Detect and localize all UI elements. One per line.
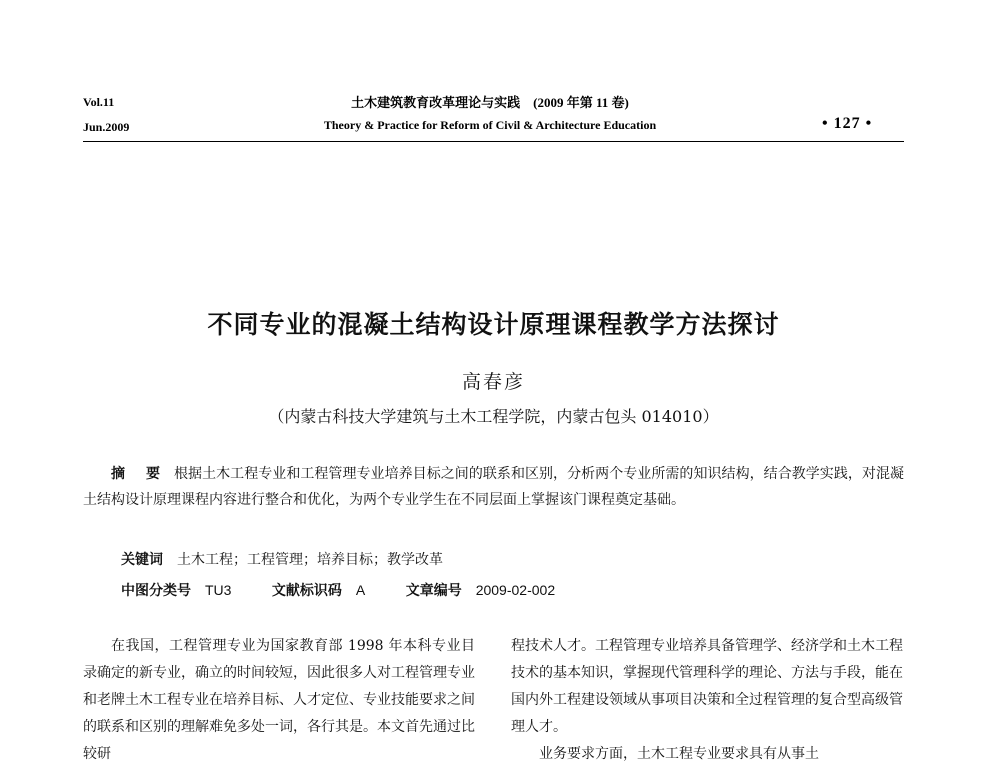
article-no-label: 文章编号 xyxy=(405,583,462,599)
body-column-left: 在我国，工程管理专业为国家教育部 1998 年本科专业目录确定的新专业，确立的时间较短，因此很多人对工程管理专业和老牌土木工程专业在培养目标、人才定位、专业技能要求之间的联系和区别的理解难免多处一词，各行其是。本文首先通过比较研 xyxy=(83,638,475,762)
clc-value: TU3 xyxy=(205,582,232,598)
classification-line xyxy=(121,580,591,600)
body-paragraph: 程技术人才。工程管理专业培养具备管理学、经济学和土木工程技术的基本知识，掌握现代管理科学的理论、方法与手段，能在国内外工程建设领域从事项目决策和全过程管理的复合型高级管理人才。 xyxy=(511,638,903,735)
keywords-text: 土木工程；工程管理；培养目标；教学改革 xyxy=(177,552,443,568)
issue-date: Jun.2009 xyxy=(83,120,130,134)
clc-label: 中图分类号 xyxy=(121,583,191,599)
page-number: • 127 • xyxy=(822,115,873,132)
keywords-line xyxy=(121,549,443,569)
body-column-right xyxy=(511,633,903,768)
header-rule xyxy=(83,141,904,142)
author-affiliation: （内蒙古科技大学建筑与土木工程学院，内蒙古包头 014010） xyxy=(268,407,719,426)
abstract-text: 根据土木工程专业和工程管理专业培养目标之间的联系和区别，分析两个专业所需的知识结构，结合教学实践，对混凝土结构设计原理课程内容进行整合和优化，为两个专业学生在不同层面上掌握该门课程奠定基础。 xyxy=(83,466,905,508)
author-name: 高春彦 xyxy=(461,371,525,393)
article-no-value: 2009-02-002 xyxy=(475,582,556,598)
article-title: 不同专业的混凝土结构设计原理课程教学方法探讨 xyxy=(207,310,780,339)
keywords-label: 关键词 xyxy=(121,552,163,568)
journal-title-cn: 土木建筑教育改革理论与实践 (2009 年第 11 卷) xyxy=(351,95,629,110)
doc-code-value: A xyxy=(355,582,366,598)
abstract xyxy=(83,461,904,513)
journal-title-en: Theory & Practice for Reform of Civil & Architecture Education xyxy=(323,118,657,132)
doc-code-label: 文献标识码 xyxy=(271,583,342,599)
body-paragraph: 业务要求方面，土木工程专业要求具有从事土 xyxy=(539,746,819,762)
abstract-label: 摘 要 xyxy=(111,466,168,482)
volume-label: Vol.11 xyxy=(83,95,115,109)
